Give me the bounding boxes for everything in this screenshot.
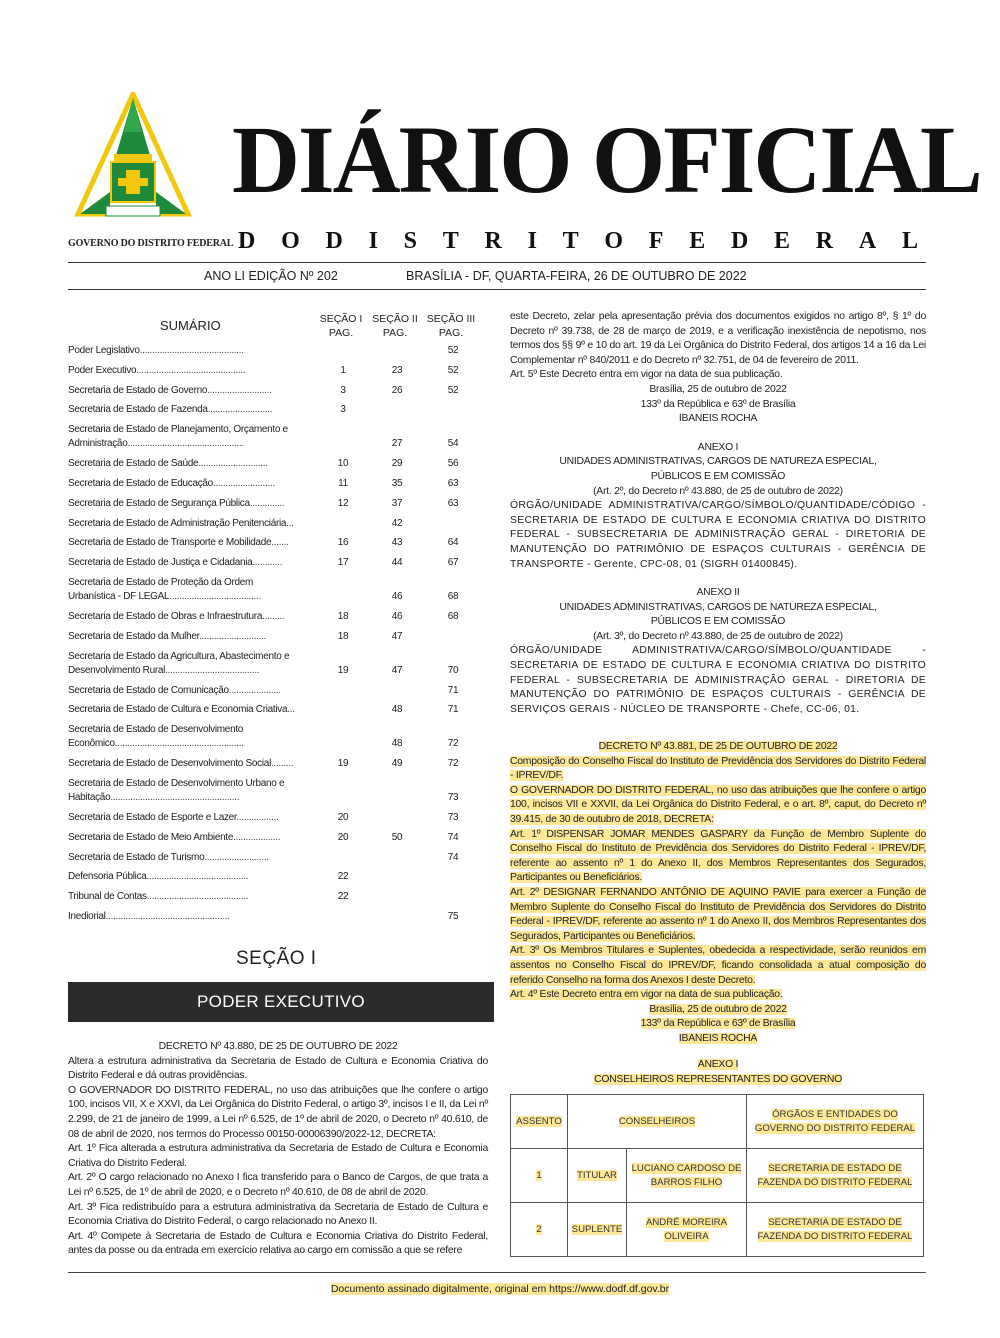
summary-row-label [68, 556, 306, 570]
summary-row-label [68, 610, 306, 624]
leader-dots: .................................................. [105, 911, 230, 922]
divider [68, 262, 926, 263]
summary-row-label-line: Secretaria de Estado de Desenvolvimento [68, 724, 244, 736]
page-number: 74 [447, 851, 459, 863]
signature-year: 133º da República e 63º de Brasília [640, 398, 796, 410]
leader-dots: ................. [236, 812, 279, 823]
page-number: 26 [391, 384, 403, 396]
page-number: 72 [447, 758, 459, 770]
leader-dots: ... [286, 517, 294, 529]
name-cell: LUCIANO CARDOSO DE BARROS FILHO [627, 1149, 747, 1203]
summary-row-label [68, 423, 306, 451]
summary-row-label-text: Defensoria Pública [68, 871, 147, 883]
summary-row-label-text: Secretaria de Estado de Justiça e Cidadania [68, 557, 253, 569]
section-i-column-header: SEÇÃO I PAG. [319, 313, 363, 339]
summary-row-label [68, 910, 306, 924]
summary-row-label [68, 723, 306, 751]
leader-dots: ................... [233, 831, 281, 843]
page-number: 3 [340, 384, 346, 396]
table-row [511, 1203, 924, 1257]
summary-row-label-text: Secretaria de Estado da Mulher [68, 630, 200, 642]
summary-row-label-text: Inediorial [68, 911, 106, 922]
annex-heading: PÚBLICOS E EM COMISSÃO [650, 470, 786, 482]
summary-row-label-text: Secretaria de Estado de Comunicação [68, 684, 229, 696]
table-header-row [511, 1095, 924, 1149]
signature-date: Brasília, 25 de outubro de 2022 [649, 1003, 787, 1015]
annex-heading: PÚBLICOS E EM COMISSÃO [650, 616, 786, 628]
subtitle-letter: R [815, 228, 834, 254]
page-number: 71 [447, 704, 459, 716]
leader-dots: ..................... [228, 684, 281, 696]
leader-dots: ......................................... [146, 871, 249, 883]
page-number: 46 [391, 591, 403, 602]
page-number: 18 [337, 630, 349, 642]
subtitle-letter: D [325, 228, 343, 254]
summary-row-label [68, 757, 306, 771]
page-number: 17 [337, 557, 349, 569]
page-number: 11 [338, 478, 348, 489]
newspaper-title: DIÁRIO OFICIAL [232, 106, 981, 213]
decree-paragraph: Art. 2º DESIGNAR FERNANDO ANTÔNIO DE AQUINO PAVIE para exercer a Função de Membro Suplente do Conselho Fiscal do Instituto de Previdência dos Servidores do Distrito Federal - IPREV/DF, referente ao assento nº 1 do Anexo II, dos Membros Representantes dos Segurados, Participantes ou Beneficiários. [510, 886, 926, 942]
annex-heading: CONSELHEIROS REPRESENTANTES DO GOVERNO [594, 1074, 842, 1086]
annex-heading: UNIDADES ADMINISTRATIVAS, CARGOS DE NATUREZA ESPECIAL, [559, 456, 877, 468]
org-cell: SECRETARIA DE ESTADO DE FAZENDA DO DISTRITO FEDERAL [747, 1203, 924, 1257]
page-number: 50 [391, 831, 403, 843]
summary-row-label [68, 870, 306, 884]
leader-dots: .......................................... [139, 345, 244, 356]
page-number: 48 [391, 704, 403, 716]
decree-paragraph: Art. 3º Os Membros Titulares e Suplentes, obedecida a respectividade, serão reunidos em assentos no Conselho Fiscal do IPREV/DF, ficando consolidada a atual composição do referido Conselho na forma dos Anexos I deste Decreto. [510, 945, 926, 986]
subtitle-letter: F [648, 228, 664, 254]
page-number: 70 [447, 664, 459, 676]
page-number: 47 [391, 630, 403, 642]
page-number: 46 [391, 611, 403, 622]
page-number: 63 [447, 497, 459, 509]
page-number: 56 [447, 458, 459, 470]
section-ii-column-header: SEÇÃO II PAG. [372, 313, 418, 339]
role-cell: TITULAR [568, 1149, 627, 1203]
summary-row-label [68, 630, 306, 644]
decree-paragraph: Art. 1º Fica alterada a estrutura administrativa da Secretaria de Estado de Cultura e Economia Criativa do Distrito Federal. [68, 1143, 488, 1169]
page-number: 12 [337, 497, 349, 509]
decree-paragraph: Art. 3º Fica redistribuído para a estrutura administrativa da Secretaria de Estado de Cultura e Economia Criativa do Distrito Federal, o cargo relacionado no Anexo II. [68, 1201, 488, 1228]
summary-row-label [68, 890, 306, 904]
summary-row-label-text: Secretaria de Estado de Segurança Pública [68, 497, 250, 509]
subtitle-letter: D [730, 228, 749, 254]
decree-paragraph: Composição do Conselho Fiscal do Instituto de Previdência dos Servidores do Distrito Federal - IPREV/DF. [510, 755, 926, 782]
summary-row-label [68, 703, 306, 717]
page-number: 37 [391, 497, 403, 509]
summary-row-label-text: Secretaria de Estado de Desenvolvimento Social [68, 758, 271, 770]
subtitle-letter: T [442, 228, 459, 254]
gdf-coat-of-arms-logo [70, 92, 196, 252]
footer-note: Documento assinado digitalmente, original em https://www.dodf.df.gov.br [330, 1283, 670, 1295]
summary-row-label [68, 457, 306, 471]
summary-row-label-line: Secretaria de Estado da Agricultura, Abastecimento e [68, 650, 290, 662]
summary-row-label-text: Poder Executivo [68, 364, 137, 376]
subtitle-letter: I [368, 228, 378, 254]
summary-row-label [68, 477, 306, 491]
decree-paragraph: O GOVERNADOR DO DISTRITO FEDERAL, no uso das atribuições que lhe confere o artigo 100, incisos VII, X e XXVI, da Lei Orgânica do Distrito Federal, o artigo 3º, incisos I e II, da Lei nº 2.299, de 21 de janeiro de 1999, a Lei nº 6.525, de 1º de abril de 2020, o Decreto nº 40.610, de 08 de abril de 2020, nos termos do Processo 00150-00006390/2022-12, DECRETA: [68, 1084, 488, 1140]
leader-dots: .................................................... [114, 738, 244, 750]
decree-paragraph: Art. 1º DISPENSAR JOMAR MENDES GASPARY da Função de Membro Suplente do Conselho Fiscal do Instituto de Previdência dos Servidores do Distrito Federal - IPREV/DF, referente ao assento nº 1 do Anexo II, dos Membros Representantes dos Segurados, Participantes ou Beneficiários. [510, 828, 926, 884]
decree-43880 [68, 1040, 488, 1259]
summary-row-label-line: Secretaria de Estado de Proteção da Ordem [68, 577, 254, 588]
summary-row-label-text: Secretaria de Estado de Administração Penitenciária [68, 517, 287, 529]
government-label: GOVERNO DO DISTRITO FEDERAL [68, 238, 234, 249]
summary-row-label [68, 851, 306, 865]
summary-row-label-text: Secretaria de Estado de Esporte e Lazer [68, 812, 237, 823]
summary-row-label-line: Econômico [68, 738, 115, 750]
summary-row-label [68, 384, 306, 398]
page-number: 48 [391, 738, 403, 750]
summary-row-label [68, 517, 306, 531]
leader-dots: ......................... [212, 478, 275, 489]
summary-row-label-line: Urbanística - DF LEGAL [68, 591, 170, 602]
leader-dots: ........................... [199, 630, 267, 642]
decree-paragraph: Art. 4º Este Decreto entra em vigor na data de sua publicação. [510, 989, 783, 1001]
page-number: 67 [447, 557, 459, 569]
page-number: 75 [447, 911, 459, 922]
page-number: 18 [337, 611, 349, 622]
signature-name: IBANEIS ROCHA [678, 413, 758, 425]
subtitle-letter: T [562, 228, 579, 254]
leader-dots: ...................................... [165, 664, 260, 676]
leader-dots: ............................................ [136, 364, 246, 376]
leader-dots: ......... [262, 611, 285, 622]
subtitle-letter: A [858, 228, 877, 254]
page-number: 22 [337, 871, 349, 883]
leader-dots: ............................ [198, 458, 268, 470]
summary-row-label-line: Secretaria de Estado de Planejamento, Orçamento e [68, 424, 288, 436]
page-number: 74 [447, 831, 459, 843]
subtitle-letter: R [484, 228, 502, 254]
decree-title: DECRETO Nº 43.881, DE 25 DE OUTUBRO DE 2022 [598, 741, 838, 752]
annex-title: ANEXO I [697, 1059, 739, 1071]
summary-row-label [68, 811, 306, 825]
leader-dots: ............................................... [127, 438, 244, 450]
page-number: 71 [447, 684, 459, 696]
page-number: 29 [391, 458, 403, 470]
summary-row-label [68, 403, 306, 417]
leader-dots: .............. [249, 497, 285, 509]
decree-paragraph: Art. 2º O cargo relacionado no Anexo I fica transferido para o Banco de Cargos, de que trata a Lei nº 6.525, de 1º de abril de 2020, e o Decreto nº 40.610, de 08 de abril de 2020. [68, 1172, 488, 1198]
summary-row-label-line: Administração [68, 438, 128, 450]
annex-reference: (Art. 3º, do Decreto nº 43.880, de 25 de outubro de 2022) [593, 630, 843, 642]
annex-title: ANEXO II [696, 587, 740, 599]
page-number: 63 [447, 478, 459, 489]
summary-row-label [68, 831, 306, 845]
summary-row-label-text: Secretaria de Estado de Saúde [68, 458, 199, 470]
summary-row-label-text: Secretaria de Estado de Meio Ambiente [68, 831, 234, 843]
leader-dots: ....... [271, 537, 289, 549]
page-number: 27 [391, 438, 403, 450]
page-number: 23 [391, 364, 403, 376]
summary-row-label-text: Secretaria de Estado de Cultura e Economia Criativa [68, 704, 288, 716]
subtitle-letter: O [604, 228, 624, 254]
org-cell: SECRETARIA DE ESTADO DE FAZENDA DO DISTRITO FEDERAL [747, 1149, 924, 1203]
page-number: 3 [340, 404, 346, 416]
newspaper-subtitle [238, 228, 918, 255]
summary-row-label [68, 497, 306, 511]
councillors-table [510, 1094, 924, 1257]
table-header: CONSELHEIROS [568, 1095, 747, 1149]
decree-title: DECRETO Nº 43.880, DE 25 DE OUTUBRO DE 2022 [158, 1041, 398, 1052]
summary-row-label-text: Secretaria de Estado de Fazenda [68, 404, 208, 416]
subtitle-letter: D [238, 228, 256, 254]
leader-dots: .................................................... [110, 792, 240, 803]
leader-dots: ............ [252, 557, 283, 569]
seat-cell: 2 [511, 1203, 568, 1257]
leader-dots: .......................... [207, 404, 273, 416]
page-number: 49 [391, 758, 403, 770]
summary-row-label [68, 650, 306, 678]
subtitle-letter: L [901, 228, 918, 254]
summary-row-label-line: Secretaria de Estado de Desenvolvimento Urbano e [68, 778, 285, 789]
section-iii-column-header: SEÇÃO III PAG. [426, 313, 476, 339]
page-number: 52 [447, 384, 459, 396]
page-number: 20 [337, 812, 349, 823]
annex-body: ÓRGÃO/UNIDADE ADMINISTRATIVA/CARGO/SÍMBOLO/QUANTIDADE/CÓDIGO - SECRETARIA DE ESTADO DE CULTURA E ECONOMIA CRIATIVA DO DISTRITO FEDERAL - SUBSECRETARIA DE ADMINISTRAÇÃO GERAL - DIRETORIA DE MANUTENÇÃO DO PATRIMÔNIO DE ESPAÇOS CULTURAIS - GERÊNCIA DE TRANSPORTE - Gerente, CPC-08, 01 (SIGRH 01400845). [510, 500, 926, 570]
page-number: 10 [337, 458, 349, 470]
page-number: 52 [447, 364, 459, 376]
page-number: 68 [447, 611, 459, 622]
page-number: 19 [337, 758, 349, 770]
role-cell: SUPLENTE [568, 1203, 627, 1257]
decree-43881 [510, 740, 926, 1088]
page-number: 52 [447, 345, 459, 356]
subtitle-letter: O [281, 228, 300, 254]
page-number: 64 [447, 537, 459, 549]
page-number: 19 [337, 664, 349, 676]
summary-row-label-text: Secretaria de Estado de Transporte e Mobilidade [68, 537, 272, 549]
annex-title: ANEXO I [697, 441, 739, 453]
page-number: 73 [447, 812, 459, 823]
page-number: 42 [391, 517, 403, 529]
signature-date: Brasília, 25 de outubro de 2022 [649, 383, 787, 395]
leader-dots: ......... [271, 758, 294, 770]
summary-row-label-text: Secretaria de Estado de Obras e Infraestrutura [68, 611, 263, 622]
decree-43880-continued [510, 310, 926, 717]
page-number: 16 [337, 537, 349, 549]
summary-row-label [68, 344, 306, 358]
page-number: 68 [447, 591, 459, 602]
summary-row-label-text: Poder Legislativo [68, 345, 140, 356]
section-banner: PODER EXECUTIVO [68, 982, 494, 1022]
name-cell: ANDRÉ MOREIRA OLIVEIRA [627, 1203, 747, 1257]
page-number: 43 [391, 537, 403, 549]
decree-paragraph: Altera a estrutura administrativa da Secretaria de Estado de Cultura e Economia Criativa do Distrito Federal e dá outras providências. [68, 1055, 488, 1082]
subtitle-letter: S [403, 228, 417, 254]
decree-paragraph: Art. 5º Este Decreto entra em vigor na data de sua publicação. [510, 369, 783, 381]
section-title: SEÇÃO I [236, 948, 317, 969]
page-number: 35 [391, 478, 403, 489]
annex-reference: (Art. 2º, do Decreto nº 43.880, de 25 de outubro de 2022) [593, 485, 843, 497]
summary-row-label [68, 777, 306, 805]
leader-dots: ..................................... [169, 591, 261, 602]
divider [68, 289, 926, 290]
signature-year: 133º da República e 63º de Brasília [640, 1018, 796, 1030]
table-header: ASSENTO [511, 1095, 568, 1149]
subtitle-letter: E [689, 228, 706, 254]
summary-row-label-text: Tribunal de Contas [68, 891, 147, 903]
page-number: 1 [340, 364, 346, 376]
summary-row-label [68, 364, 306, 378]
annex-heading: UNIDADES ADMINISTRATIVAS, CARGOS DE NATUREZA ESPECIAL, [559, 601, 877, 613]
summary-heading: SUMÁRIO [160, 318, 221, 333]
divider [68, 1272, 926, 1273]
summary-row-label-text: Secretaria de Estado de Governo [68, 384, 208, 396]
page-number: 73 [447, 792, 459, 803]
summary-row-label-line: Desenvolvimento Rural [68, 664, 166, 676]
page-number: 47 [391, 664, 403, 676]
page-number: 44 [391, 557, 403, 569]
signature-name: IBANEIS ROCHA [678, 1032, 758, 1044]
leader-dots: ... [287, 704, 295, 716]
summary-row-label [68, 684, 306, 698]
decree-paragraph: Art. 4º Compete à Secretaria de Estado de Cultura e Economia Criativa do Distrito Federal, antes da posse ou da entrada em exercício relativa ao cargo em comissão a que se refere [68, 1230, 488, 1257]
decree-paragraph: este Decreto, zelar pela apresentação prévia dos documentos exigidos no artigo 8º, § 1º do Decreto nº 39.738, de 28 de março de 2019, e a verificação inexistência de nepotismo, nos termos dos §§ 9º e 10 do art. 19 da Lei Orgânica do Distrito Federal, dos artigos 14 a 16 da Lei Complementar nº 840/2011 e do Decreto nº 32.751, de 04 de fevereiro de 2011. [510, 311, 926, 366]
page-number: 72 [447, 738, 459, 750]
seat-cell: 1 [511, 1149, 568, 1203]
summary-row-label-text: Secretaria de Estado de Educação [68, 478, 213, 489]
leader-dots: ......................................... [146, 891, 249, 903]
edition-label: ANO LI EDIÇÃO Nº 202 [204, 269, 338, 283]
table-header: ÓRGÃOS E ENTIDADES DO GOVERNO DO DISTRITO FEDERAL [747, 1095, 924, 1149]
subtitle-letter: E [774, 228, 791, 254]
page-number: 54 [447, 438, 459, 450]
subtitle-letter: I [527, 228, 537, 254]
summary-row-label [68, 576, 306, 604]
leader-dots: .......................... [207, 384, 272, 396]
summary-row-label [68, 536, 306, 550]
decree-paragraph: O GOVERNADOR DO DISTRITO FEDERAL, no uso das atribuições que lhe confere o artigo 100, incisos VII e XXVII, da Lei Orgânica do Distrito Federal, e o art. 8º, caput, do Decreto nº 39.415, de 30 de outubro de 2018, DECRETA: [510, 784, 926, 825]
table-row [511, 1149, 924, 1203]
annex-body: ÓRGÃO/UNIDADE ADMINISTRATIVA/CARGO/SÍMBOLO/QUANTIDADE - SECRETARIA DE ESTADO DE CULTURA E ECONOMIA CRIATIVA DO DISTRITO FEDERAL - SUBSECRETARIA DE ADMINISTRAÇÃO GERAL - DIRETORIA DE MANUTENÇÃO DO PATRIMÔNIO DE ESPAÇOS CULTURAIS - GERÊNCIA DE SERVIÇOS GERAIS - NÚCLEO DE TRANSPORTE - Chefe, CC-06, 01. [510, 645, 926, 715]
summary-row-label-line: Habitação [68, 792, 111, 803]
summary-row-label-text: Secretaria de Estado de Turismo [68, 851, 205, 863]
page-number: 20 [337, 831, 349, 843]
page-number: 22 [337, 891, 349, 903]
leader-dots: .......................... [204, 851, 269, 863]
dateline: BRASÍLIA - DF, QUARTA-FEIRA, 26 DE OUTUBRO DE 2022 [406, 269, 747, 283]
